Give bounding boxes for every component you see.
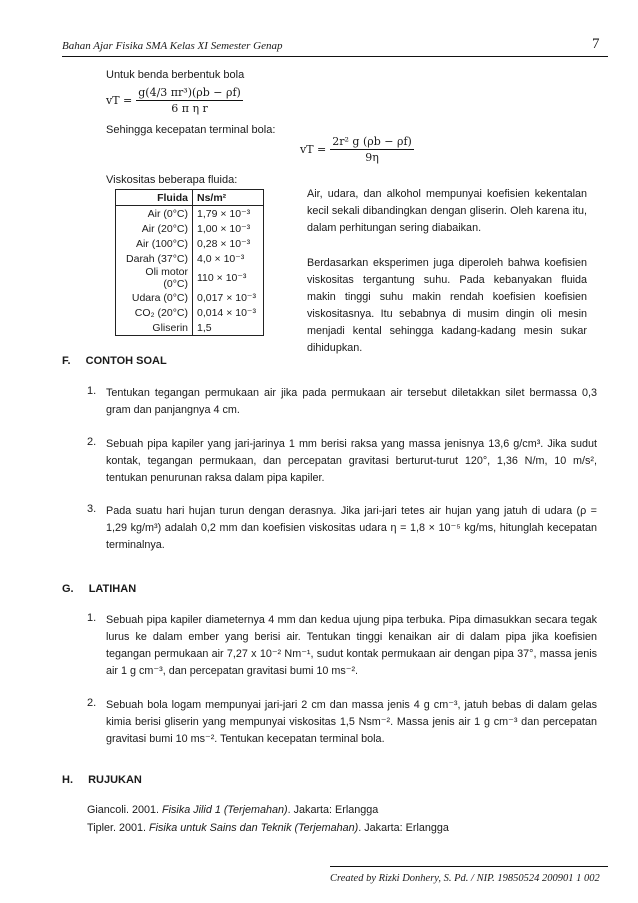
table-row xyxy=(116,266,264,290)
table-cell-fluid: CO₂ (20°C) xyxy=(116,305,193,320)
section-f-letter: F. xyxy=(62,355,71,367)
formula-general-numerator: g(4/3 πr³)(ρb − ρf) xyxy=(138,86,241,99)
formula-terminal xyxy=(300,135,414,164)
formula-terminal-denominator: 9η xyxy=(365,151,379,164)
section-g-title: LATIHAN xyxy=(88,583,137,595)
table-cell-value: 0,017 × 10⁻³ xyxy=(193,290,264,305)
table-row xyxy=(116,290,264,305)
table-cell-fluid: Oli motor (0°C) xyxy=(116,266,193,290)
footer-rule xyxy=(330,866,608,867)
table-row xyxy=(116,251,264,266)
reference-title: Fisika Jilid 1 (Terjemahan) xyxy=(162,804,288,816)
table-cell-fluid: Gliserin xyxy=(116,320,193,336)
formula-general-lhs: vT = xyxy=(106,94,133,107)
table-header-row xyxy=(116,190,264,206)
viscosity-table xyxy=(115,189,264,336)
footer-credit: Created by Rizki Donhery, S. Pd. / NIP. 19850524 200901 1 002 xyxy=(330,873,600,884)
table-row xyxy=(116,305,264,320)
list-item xyxy=(87,612,597,680)
table-title: Viskositas beberapa fluida: xyxy=(106,174,238,186)
list-item xyxy=(87,503,597,554)
table-row xyxy=(116,320,264,336)
table-cell-value: 110 × 10⁻³ xyxy=(193,266,264,290)
section-f-title: CONTOH SOAL xyxy=(85,355,167,367)
table-row xyxy=(116,221,264,236)
table-row xyxy=(116,206,264,222)
header-rule xyxy=(62,56,608,57)
item-text: Sebuah pipa kapiler diameternya 4 mm dan kedua ujung pipa terbuka. Pipa dimasukkan secara tegak lurus ke dalam ember yang berisi air. Tentukan tinggi kenaikan air di dalam pipa jika koefisien tegangan permukaan air 7,27 x 10⁻² Nm⁻¹, sudut kontak permukaan air dengan pipa 37°, massa jenis air 1 g cm⁻³, dan percepatan gravitasi bumi 10 ms⁻². xyxy=(106,614,597,677)
table-cell-value: 1,00 × 10⁻³ xyxy=(193,221,264,236)
list-item xyxy=(87,697,597,748)
formula-intro: Untuk benda berbentuk bola xyxy=(106,69,245,81)
side-paragraph-2: Berdasarkan eksperimen juga diperoleh bahwa koefisien viskositas tergantung suhu. Pada kebanyakan fluida makin tinggi suhu makin rendah koefisien koefisien viskositasnya. Itu sebabnya di musim dingin oli mesin menjadi kental sehingga kadang-kadang mesin sukar dihidupkan. xyxy=(307,257,587,354)
table-header-fluid: Fluida xyxy=(116,190,193,206)
table-cell-fluid: Udara (0°C) xyxy=(116,290,193,305)
table-header-unit: Ns/m² xyxy=(193,190,264,206)
item-number: 1. xyxy=(87,612,97,624)
item-number: 2. xyxy=(87,436,97,448)
reference-item xyxy=(87,821,449,836)
reference-item xyxy=(87,803,378,818)
list-item xyxy=(87,385,597,419)
formula-terminal-fraction xyxy=(330,135,414,164)
formula-general xyxy=(106,86,243,115)
formula-general-denominator: 6 π η r xyxy=(171,102,208,115)
section-f-heading xyxy=(62,355,167,367)
item-text: Sebuah pipa kapiler yang jari-jarinya 1 mm berisi raksa yang massa jenisnya 13,6 g/cm³. Jika sudut kontak, tegangan permukaan, dan percepatan gravitasi berturut-turut 120°, 1,36 N/m, 10 m/s², tentukan penurunan raksa dalam pipa kapiler. xyxy=(106,438,597,484)
reference-author: Giancoli. 2001. xyxy=(87,804,163,816)
table-cell-fluid: Air (100°C) xyxy=(116,236,193,251)
side-paragraph-1: Air, udara, dan alkohol mempunyai koefisien kekentalan kecil sekali dibandingkan dengan gliserin. Oleh karena itu, dalam perhitungan sering diabaikan. xyxy=(307,188,587,234)
section-h-letter: H. xyxy=(62,774,73,786)
item-number: 3. xyxy=(87,503,97,515)
item-text: Tentukan tegangan permukaan air jika pada permukaan air tersebut diletakkan silet bermassa 0,3 gram dan panjangnya 4 cm. xyxy=(106,387,597,416)
reference-title: Fisika untuk Sains dan Teknik (Terjemahan) xyxy=(149,822,359,834)
viscosity-table-wrap xyxy=(115,189,264,336)
header-title: Bahan Ajar Fisika SMA Kelas XI Semester Genap xyxy=(62,40,283,52)
reference-publisher: . Jakarta: Erlangga xyxy=(358,822,449,834)
formula-general-fraction xyxy=(136,86,243,115)
formula-terminal-lhs: vT = xyxy=(300,143,327,156)
reference-publisher: . Jakarta: Erlangga xyxy=(287,804,379,816)
table-cell-value: 1,5 xyxy=(193,320,264,336)
table-cell-fluid: Air (0°C) xyxy=(116,206,193,222)
section-h-title: RUJUKAN xyxy=(88,774,142,786)
section-h-heading xyxy=(62,774,142,786)
item-number: 2. xyxy=(87,697,97,709)
table-cell-fluid: Air (20°C) xyxy=(116,221,193,236)
section-g-letter: G. xyxy=(62,583,74,595)
table-cell-fluid: Darah (37°C) xyxy=(116,251,193,266)
table-cell-value: 4,0 × 10⁻³ xyxy=(193,251,264,266)
formula-terminal-numerator: 2r² g (ρb − ρf) xyxy=(332,135,412,148)
item-text: Pada suatu hari hujan turun dengan derasnya. Jika jari-jari tetes air hujan yang jatuh di udara (ρ = 1,29 kg/m³) adalah 0,2 mm dan koefisien viskositas udara η = 1,8 × 10⁻⁵ kg/ms, hitunglah kecepatan terminalnya. xyxy=(106,505,597,551)
table-row xyxy=(116,236,264,251)
table-cell-value: 0,014 × 10⁻³ xyxy=(193,305,264,320)
page-number: 7 xyxy=(592,36,600,52)
table-cell-value: 0,28 × 10⁻³ xyxy=(193,236,264,251)
section-g-heading xyxy=(62,583,136,595)
list-item xyxy=(87,436,597,487)
terminal-intro: Sehingga kecepatan terminal bola: xyxy=(106,124,276,136)
item-text: Sebuah bola logam mempunyai jari-jari 2 cm dan massa jenis 4 g cm⁻³, jatuh bebas di dalam gelas kimia berisi gliserin yang mempunyai viskositas 1,5 Nsm⁻². Massa jenis air 1 g cm⁻³ dan percepatan gravitasi bumi 10 ms⁻². Tentukan kecepatan terminal bola. xyxy=(106,699,597,745)
item-number: 1. xyxy=(87,385,97,397)
table-cell-value: 1,79 × 10⁻³ xyxy=(193,206,264,222)
reference-author: Tipler. 2001. xyxy=(87,822,150,834)
